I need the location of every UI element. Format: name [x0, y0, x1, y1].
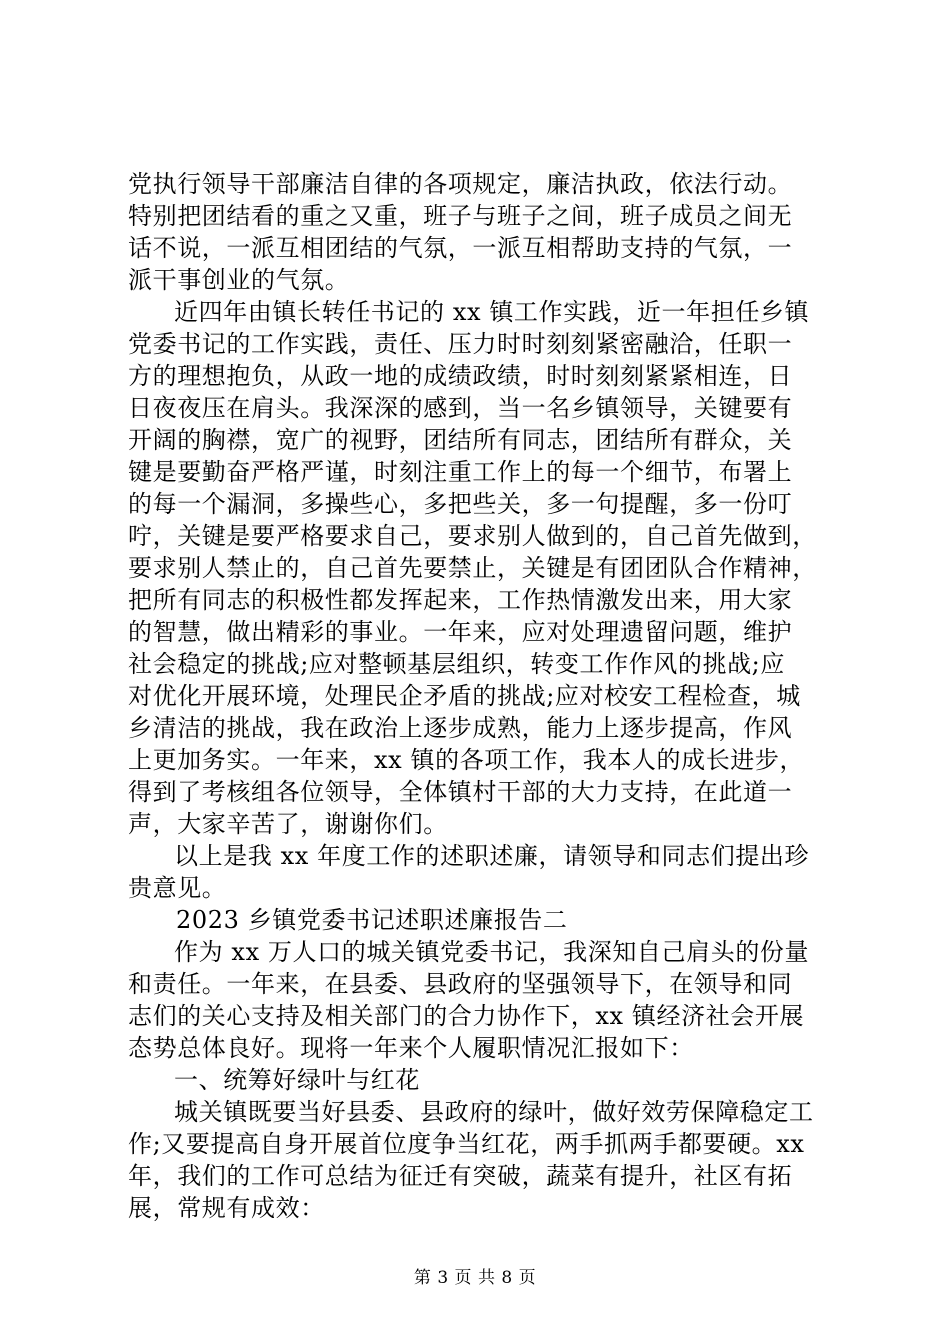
text-line: 乡清洁的挑战，我在政治上逐步成熟，能力上逐步提高，作风: [128, 714, 793, 742]
page-number-footer: 第 3 页 共 8 页: [413, 1268, 537, 1288]
text-line: 志们的关心支持及相关部门的合力协作下，xx 镇经济社会开展: [128, 1002, 805, 1030]
text-line: 年，我们的工作可总结为征迁有突破，蔬菜有提升，社区有拓: [128, 1162, 793, 1190]
text-line: 日夜夜压在肩头。我深深的感到，当一名乡镇领导，关键要有: [128, 394, 793, 422]
text-line: 社会稳定的挑战;应对整顿基层组织，转变工作作风的挑战;应: [128, 650, 785, 678]
text-line: 派干事创业的气氛。: [128, 266, 350, 294]
paragraph-start-line: 城关镇既要当好县委、县政府的绿叶，做好效劳保障稳定工: [174, 1098, 814, 1126]
section-title: 2023 乡镇党委书记述职述廉报告二: [176, 906, 568, 934]
text-line: 党执行领导干部廉洁自律的各项规定，廉洁执政，依法行动。: [128, 170, 793, 198]
text-line: 把所有同志的积极性都发挥起来，工作热情激发出来，用大家: [128, 586, 793, 614]
text-line: 开阔的胸襟，宽广的视野，团结所有同志，团结所有群众，关: [128, 426, 793, 454]
text-line: 和责任。一年来，在县委、县政府的坚强领导下，在领导和同: [128, 970, 793, 998]
text-line: 的每一个漏洞，多操些心，多把些关，多一句提醒，多一份叮: [128, 490, 793, 518]
text-line: 键是要勤奋严格严谨，时刻注重工作上的每一个细节，布署上: [128, 458, 793, 486]
paragraph-start-line: 作为 xx 万人口的城关镇党委书记，我深知自己肩头的份量: [174, 938, 810, 966]
paragraph-start-line: 以上是我 xx 年度工作的述职述廉，请领导和同志们提出珍: [174, 842, 810, 870]
text-line: 作;又要提高自身开展首位度争当红花，两手抓两手都要硬。xx: [128, 1130, 805, 1158]
text-line: 咛，关键是要严格要求自己，要求别人做到的，自己首先做到，: [128, 522, 817, 550]
paragraph-start-line: 近四年由镇长转任书记的 xx 镇工作实践，近一年担任乡镇: [174, 298, 810, 326]
text-line: 贵意见。: [128, 874, 227, 902]
document-body: [128, 168, 834, 1224]
text-line: 方的理想抱负，从政一地的成绩政绩，时时刻刻紧紧相连，日: [128, 362, 793, 390]
text-line: 要求别人禁止的，自己首先要禁止，关键是有团团队合作精神，: [128, 554, 817, 582]
text-line: 党委书记的工作实践，责任、压力时时刻刻紧密融洽，任职一: [128, 330, 793, 358]
text-line: 声，大家辛苦了，谢谢你们。: [128, 810, 448, 838]
text-line: 话不说，一派互相团结的气氛，一派互相帮助支持的气氛，一: [128, 234, 793, 262]
text-line: 展，常规有成效：: [128, 1194, 325, 1222]
text-line: 上更加务实。一年来，xx 镇的各项工作，我本人的成长进步，: [128, 746, 805, 774]
text-line: 对优化开展环境，处理民企矛盾的挑战;应对校安工程检查，城: [128, 682, 801, 710]
section-heading: 一、统筹好绿叶与红花: [174, 1066, 420, 1094]
text-line: 的智慧，做出精彩的事业。一年来，应对处理遗留问题，维护: [128, 618, 793, 646]
text-line: 态势总体良好。现将一年来个人履职情况汇报如下：: [128, 1034, 694, 1062]
text-line: 得到了考核组各位领导，全体镇村干部的大力支持，在此道一: [128, 778, 793, 806]
text-line: 特别把团结看的重之又重，班子与班子之间，班子成员之间无: [128, 202, 793, 230]
